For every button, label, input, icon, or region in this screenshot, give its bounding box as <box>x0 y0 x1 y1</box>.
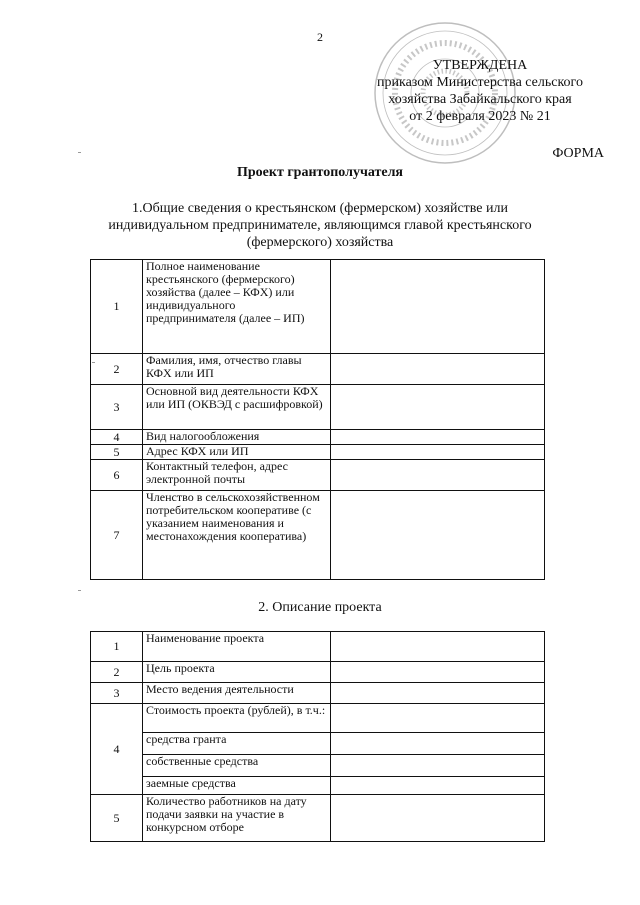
table-row <box>91 491 545 580</box>
table-subrow <box>91 755 545 777</box>
sub-row-label: средства гранта <box>143 733 331 755</box>
row-value-cell[interactable] <box>331 445 545 460</box>
row-label: Цель проекта <box>143 662 331 683</box>
row-value-cell[interactable] <box>331 460 545 491</box>
section-1-heading: 1.Общие сведения о крестьянском (фермерском) хозяйстве или индивидуальном предпринимателе, являющимся главой крестьянского (фермерского) хозяйства <box>108 201 532 250</box>
sub-row-label: заемные средства <box>143 777 331 795</box>
row-value-cell[interactable] <box>331 260 545 354</box>
approval-line: хозяйства Забайкальского края <box>388 92 572 107</box>
row-label: Фамилия, имя, отчество главы КФХ или ИП <box>143 354 331 385</box>
row-number: 4 <box>91 430 143 445</box>
row-label: Основной вид деятельности КФХ или ИП (ОКВЭД с расшифровкой) <box>143 385 331 430</box>
form-label: ФОРМА <box>552 146 604 161</box>
row-number: 5 <box>91 795 143 842</box>
row-value-cell[interactable] <box>331 385 545 430</box>
table-row <box>91 662 545 683</box>
row-value-cell[interactable] <box>331 632 545 662</box>
general-info-table <box>90 259 545 580</box>
scan-dot <box>78 590 81 591</box>
row-number: 3 <box>91 385 143 430</box>
row-value-cell[interactable] <box>331 704 545 733</box>
row-label: Количество работников на дату подачи заявки на участие в конкурсном отборе <box>143 795 331 842</box>
row-label: Вид налогообложения <box>143 430 331 445</box>
row-label: Полное наименование крестьянского (фермерского) хозяйства (далее – КФХ) или индивидуального предпринимателя (далее – ИП) <box>143 260 331 354</box>
page-number: 2 <box>317 30 323 44</box>
row-label: Контактный телефон, адрес электронной почты <box>143 460 331 491</box>
scan-dot <box>92 362 95 363</box>
table-row <box>91 683 545 704</box>
approval-line: от 2 февраля 2023 № 21 <box>409 109 551 124</box>
table-row <box>91 260 545 354</box>
row-number: 4 <box>91 704 143 795</box>
row-number: 3 <box>91 683 143 704</box>
row-value-cell[interactable] <box>331 491 545 580</box>
row-label: Членство в сельскохозяйственном потребительском кооперативе (с указанием наименования и местонахождения кооператива) <box>143 491 331 580</box>
row-number: 1 <box>91 260 143 354</box>
row-label: Адрес КФХ или ИП <box>143 445 331 460</box>
approval-line: приказом Министерства сельского <box>377 75 583 90</box>
sub-row-label: собственные средства <box>143 755 331 777</box>
row-number: 5 <box>91 445 143 460</box>
approval-line: УТВЕРЖДЕНА <box>432 58 528 73</box>
table-subrow <box>91 777 545 795</box>
row-number: 2 <box>91 662 143 683</box>
row-value-cell[interactable] <box>331 795 545 842</box>
project-description-table <box>90 631 545 842</box>
row-value-cell[interactable] <box>331 354 545 385</box>
row-value-cell[interactable] <box>331 662 545 683</box>
scan-dot <box>78 152 81 153</box>
table-row <box>91 632 545 662</box>
sub-row-value-cell[interactable] <box>331 755 545 777</box>
table-row <box>91 445 545 460</box>
row-value-cell[interactable] <box>331 683 545 704</box>
row-label: Наименование проекта <box>143 632 331 662</box>
approval-block <box>360 57 600 125</box>
document-title: Проект грантополучателя <box>236 165 404 180</box>
table-row <box>91 460 545 491</box>
row-label: Стоимость проекта (рублей), в т.ч.: <box>143 704 331 733</box>
table-subrow <box>91 733 545 755</box>
table-row <box>91 354 545 385</box>
table-row <box>91 385 545 430</box>
row-number: 7 <box>91 491 143 580</box>
table-row <box>91 704 545 733</box>
row-number: 1 <box>91 632 143 662</box>
row-label: Место ведения деятельности <box>143 683 331 704</box>
table-row <box>91 795 545 842</box>
section-2-heading: 2. Описание проекта <box>258 600 382 615</box>
row-number: 6 <box>91 460 143 491</box>
sub-row-value-cell[interactable] <box>331 733 545 755</box>
row-value-cell[interactable] <box>331 430 545 445</box>
table-row <box>91 430 545 445</box>
row-number: 2 <box>91 354 143 385</box>
sub-row-value-cell[interactable] <box>331 777 545 795</box>
